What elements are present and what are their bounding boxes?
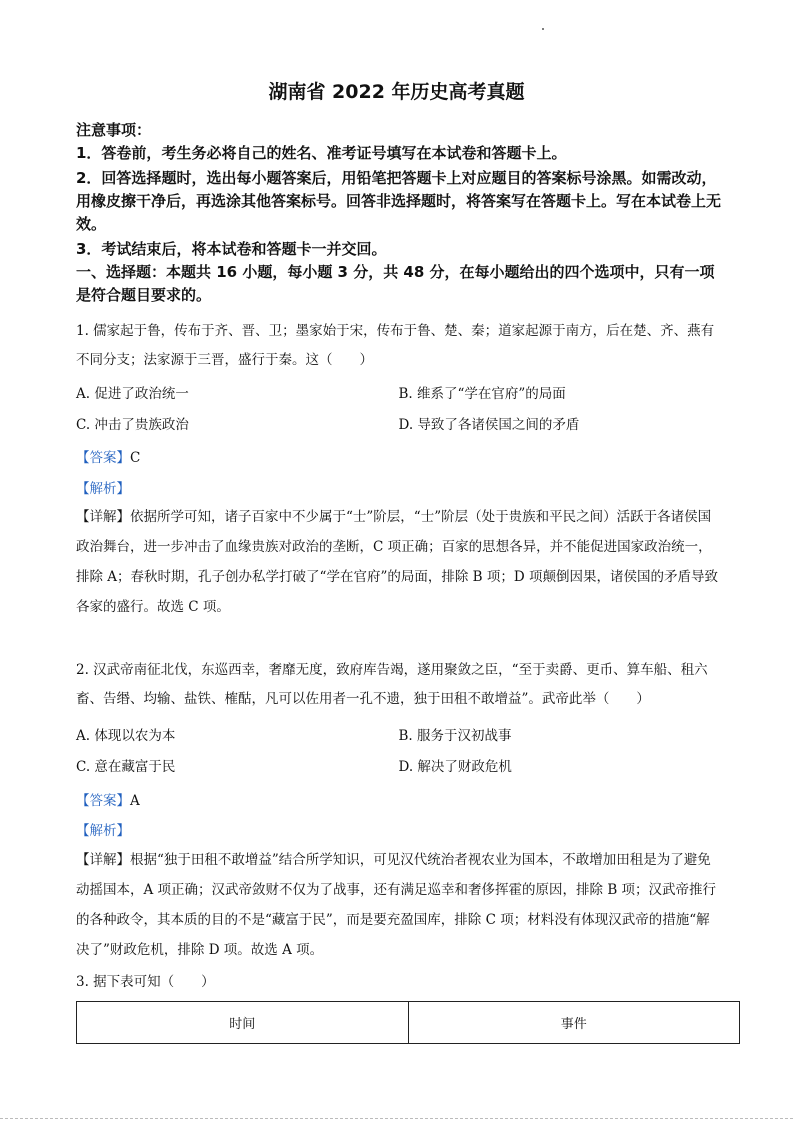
- table-header-time: 时间: [77, 1002, 409, 1044]
- notice-item-2: 2．回答选择题时，选出每小题答案后，用铅笔把答题卡上对应题目的答案标号涂黑。如需改动，用橡皮擦干净后，再选涂其他答案标号。回答非选择题时，将答案写在答题卡上。写在本试卷上无效。: [76, 169, 722, 233]
- question-3-stem: 3. 据下表可知（ ）: [76, 974, 215, 990]
- q1-detail-tag: 【详解】: [76, 509, 130, 525]
- q1-detail-text: 依据所学可知，诸子百家中不少属于“士”阶层，“士”阶层（处于贵族和平民之间）活跃于各诸侯国政治舞台，进一步冲击了血缘贵族对政治的垄断，C 项正确；百家的思想各异，并不能促进国家政治统一，排除 A；春秋时期，孔子创办私学打破了“学在官府”的局面，排除 B 项；D 项颠倒因果，诸侯国的矛盾导致各家的盛行。故选 C 项。: [76, 509, 718, 615]
- q1-answer: [76, 446, 140, 466]
- notice-block: [76, 119, 726, 307]
- question-2-options: [76, 718, 721, 780]
- section-heading: 一、选择题：本题共 16 小题，每小题 3 分，共 48 分，在每小题给出的四个选项中，只有一项是符合题目要求的。: [76, 263, 715, 304]
- q1-option-c: C. 冲击了贵族政治: [76, 416, 189, 433]
- notice-item-3: 3．考试结束后，将本试卷和答题卡一并交回。: [76, 240, 387, 258]
- q2-option-d: D. 解决了财政危机: [398, 758, 512, 775]
- q2-detail-text: 根据“独于田租不敢增益”结合所学知识，可见汉代统治者视农业为国本，不敢增加田租是为了避免动摇国本，A 项正确；汉武帝敛财不仅为了战事，还有满足巡幸和奢侈挥霍的原因，排除 B 项；汉武帝推行的各种政令，其本质的目的不是“藏富于民”，而是要充盈国库，排除 C 项；材料没有体现汉武帝的措施“解决了”财政危机，排除 D 项。故选 A 项。: [76, 852, 717, 958]
- scan-dot: [542, 28, 544, 30]
- q1-detail: [76, 502, 721, 622]
- q1-option-a: A. 促进了政治统一: [76, 385, 189, 402]
- q2-option-a: A. 体现以农为本: [76, 727, 176, 744]
- q1-option-b: B. 维系了“学在官府”的局面: [398, 385, 566, 402]
- notice-heading: 注意事项：: [76, 121, 152, 139]
- page-bottom-divider: [0, 1118, 793, 1120]
- q1-option-d: D. 导致了各诸侯国之间的矛盾: [398, 416, 580, 433]
- question-1-stem: 1. 儒家起于鲁，传布于齐、晋、卫；墨家始于宋，传布于鲁、楚、秦；道家起源于南方，后在楚、齐、燕有不同分支；法家源于三晋，盛行于秦。这（ ）: [76, 323, 715, 368]
- q2-option-b: B. 服务于汉初战事: [398, 727, 512, 744]
- q1-analysis: [76, 477, 130, 497]
- q2-answer: [76, 789, 140, 809]
- q1-answer-value: C: [130, 450, 141, 466]
- q2-option-c: C. 意在藏富于民: [76, 758, 176, 775]
- q1-answer-tag: 【答案】: [76, 450, 130, 466]
- table-header-event: 事件: [408, 1002, 740, 1044]
- q3-table: [76, 1001, 740, 1044]
- notice-item-1: 1．答卷前，考生务必将自己的姓名、准考证号填写在本试卷和答题卡上。: [76, 144, 567, 162]
- q1-analysis-tag: 【解析】: [76, 481, 130, 497]
- q2-analysis-tag: 【解析】: [76, 823, 130, 839]
- q2-detail: [76, 845, 721, 965]
- question-2-stem: 2. 汉武帝南征北伐，东巡西幸，奢靡无度，致府库告竭，遂用聚敛之臣，“至于卖爵、更币、算车船、租六畜、告缗、均输、盐铁、榷酤，凡可以佐用者一孔不遗，独于田租不敢增益”。武帝此举（ ）: [76, 662, 708, 707]
- table-header-row: [77, 1002, 740, 1044]
- q2-answer-tag: 【答案】: [76, 793, 130, 809]
- q2-detail-tag: 【详解】: [76, 852, 130, 868]
- q2-analysis: [76, 819, 130, 839]
- page-title: 湖南省 2022 年历史高考真题: [268, 81, 525, 103]
- q2-answer-value: A: [130, 793, 140, 809]
- question-1-options: [76, 376, 721, 438]
